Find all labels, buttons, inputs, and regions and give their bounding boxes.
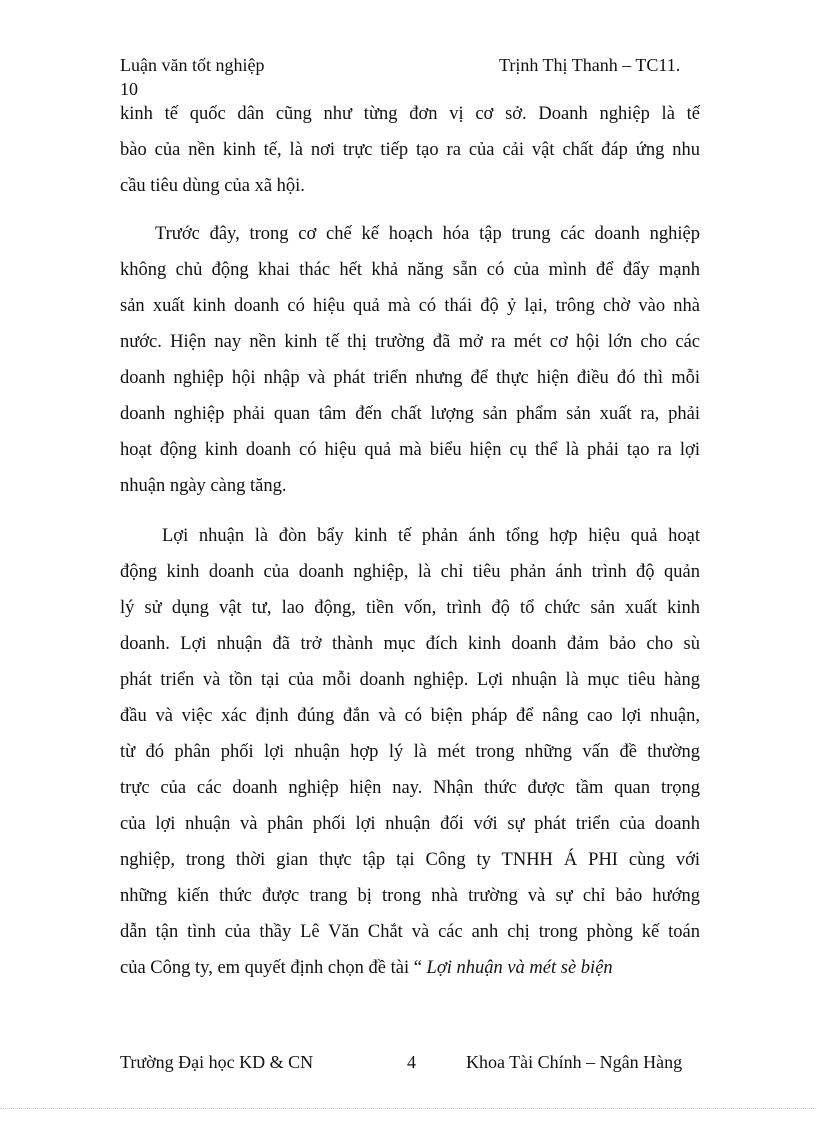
text-line-prefix: của Công ty, em quyết định chọn đề tài “: [120, 958, 427, 978]
text-line: doanh nghiệp phải quan tâm đến chất lượng sản phẩm sản xuất ra, phải: [120, 404, 700, 424]
text-line: của lợi nhuận và phân phối lợi nhuận đối với sự phát triển của doanh: [120, 814, 700, 834]
text-line: nước. Hiện nay nền kinh tế thị trường đã mở ra mét cơ hội lớn cho các: [120, 332, 700, 352]
header-left-title: [120, 53, 264, 101]
text-line: Lợi nhuận là đòn bẩy kinh tế phản ánh tổng hợp hiệu quả hoạt: [162, 526, 700, 546]
text-line: không chủ động khai thác hết khả năng sẵn có của mình để đẩy mạnh: [120, 260, 700, 280]
paragraph-1: [120, 96, 700, 204]
text-line: kinh tế quốc dân cũng như từng đơn vị cơ sở. Doanh nghiệp là tế: [120, 104, 700, 124]
text-line: đầu và việc xác định đúng đắn và có biện pháp để nâng cao lợi nhuận,: [120, 706, 700, 726]
text-line-last: [120, 950, 700, 986]
text-line: nhuận ngày càng tăng.: [120, 476, 287, 496]
page-bottom-divider: [0, 1108, 816, 1109]
text-line: phát triển và tồn tại của mỗi doanh nghiệp. Lợi nhuận là mục tiêu hàng: [120, 670, 700, 690]
page-number: 4: [407, 1052, 416, 1072]
header-thesis-label: Luận văn tốt nghiệp: [120, 55, 265, 75]
text-line: nghiệp, trong thời gian thực tập tại Công ty TNHH Á PHI cùng với: [120, 850, 700, 870]
text-line: lý sử dụng vật tư, lao động, tiền vốn, trình độ tổ chức sản xuất kinh: [120, 598, 700, 618]
text-line: động kinh doanh của doanh nghiệp, là chỉ tiêu phản ánh trình độ quản: [120, 562, 700, 582]
text-line: những kiến thức được trang bị trong nhà trường và sự chỉ bảo hướng: [120, 886, 700, 906]
text-line: từ đó phân phối lợi nhuận hợp lý là mét trong những vấn đề thường: [120, 742, 700, 762]
text-line: dẫn tận tình của thầy Lê Văn Chắt và các anh chị trong phòng kế toán: [120, 922, 700, 942]
text-line: doanh nghiệp hội nhập và phát triển nhưng để thực hiện điều đó thì mỗi: [120, 368, 700, 388]
text-line: doanh. Lợi nhuận đã trở thành mục đích kinh doanh đảm bảo cho sù: [120, 634, 700, 654]
text-line: hoạt động kinh doanh có hiệu quả mà biểu hiện cụ thể là phải tạo ra lợi: [120, 440, 700, 460]
thesis-title-italic: Lợi nhuận và mét sè biện: [426, 958, 613, 978]
text-line: bào của nền kinh tế, là nơi trực tiếp tạo ra của cải vật chất đáp ứng nhu: [120, 140, 700, 160]
paragraph-3: [120, 518, 700, 986]
paragraph-2: [120, 216, 700, 504]
text-line: cầu tiêu dùng của xã hội.: [120, 176, 305, 196]
text-line: trực của các doanh nghiệp hiện nay. Nhận thức được tầm quan trọng: [120, 778, 700, 798]
text-line: Trước đây, trong cơ chế kế hoạch hóa tập trung các doanh nghiệp: [155, 224, 700, 244]
header-author: Trịnh Thị Thanh – TC11.: [499, 55, 681, 75]
footer-faculty: Khoa Tài Chính – Ngân Hàng: [466, 1052, 683, 1072]
header-continuation: 10: [120, 79, 138, 99]
text-line: sản xuất kinh doanh có hiệu quả mà có thái độ ỷ lại, trông chờ vào nhà: [120, 296, 700, 316]
footer-school: Trường Đại học KD & CN: [120, 1052, 314, 1072]
